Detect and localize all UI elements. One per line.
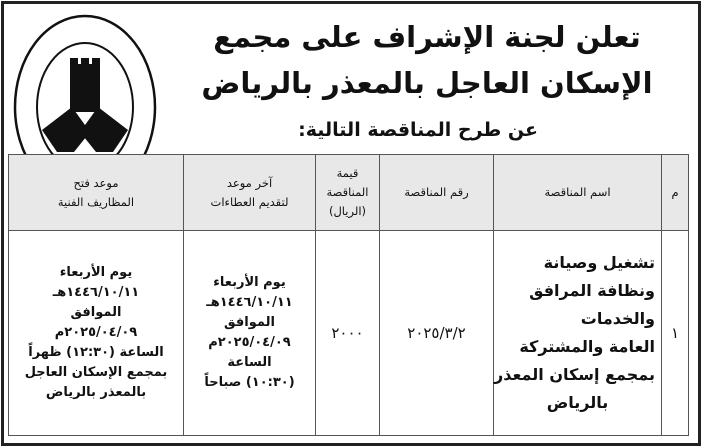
opening-line: ٢٠٢٥/٠٤/٠٩م	[54, 325, 138, 340]
name-line: العامة والمشتركة	[519, 337, 655, 356]
header-name: اسم المناقصة	[494, 155, 662, 231]
name-line: بمجمع إسكان المعذر	[494, 365, 655, 384]
opening-line: بالمعذر بالرياض	[45, 385, 147, 400]
cell-index: ١	[662, 231, 689, 436]
title-line-2: الإسكان العاجل بالمعذر بالرياض	[201, 66, 653, 100]
header-opening-line: موعد فتح	[73, 175, 119, 190]
table-row	[9, 231, 689, 436]
opening-line: يوم الأربعاء	[59, 265, 133, 280]
deadline-line: ١٤٤٦/١٠/١١هـ	[206, 295, 293, 310]
cell-name	[494, 231, 662, 436]
header-deadline-line: آخر موعد	[226, 175, 273, 190]
title-line-1: تعلن لجنة الإشراف على مجمع	[213, 20, 641, 54]
name-line: والخدمات	[580, 309, 655, 328]
deadline-line: ٢٠٢٥/٠٤/٠٩م	[208, 335, 291, 350]
header-deadline-line: لتقديم العطاءات	[210, 194, 289, 209]
header-value	[316, 155, 380, 231]
header-value-line: (الريال)	[328, 204, 367, 218]
tender-table	[8, 154, 689, 436]
header-opening	[9, 155, 184, 231]
deadline-line: يوم الأربعاء	[213, 275, 286, 290]
cell-value: ٢٠٠٠	[316, 231, 380, 436]
name-line: ونظافة المرافق	[529, 281, 655, 300]
header-opening-line: المظاريف الفنية	[57, 194, 135, 209]
cell-opening	[9, 231, 184, 436]
header-index: م	[662, 155, 689, 231]
cell-deadline	[184, 231, 316, 436]
header-deadline	[184, 155, 316, 231]
announcement-subtitle: عن طرح المناقصة التالية:	[298, 119, 538, 141]
announcement-title	[166, 14, 688, 106]
name-line: تشغيل وصيانة	[543, 253, 655, 272]
name-line: بالرياض	[546, 393, 609, 412]
header-value-line: قيمة	[336, 166, 359, 180]
deadline-line: الموافق	[224, 315, 275, 330]
opening-line: الساعة (١٢:٣٠) ظهراً	[28, 345, 164, 360]
header-value-line: المناقصة	[326, 185, 369, 199]
opening-line: ١٤٤٦/١٠/١١هـ	[52, 285, 140, 300]
opening-line: الموافق	[70, 305, 122, 320]
table-header-row	[9, 155, 689, 231]
deadline-line: (١٠:٣٠) صباحاً	[204, 375, 295, 390]
cell-number: ٢٠٢٥/٣/٢	[380, 231, 494, 436]
deadline-line: الساعة	[227, 355, 272, 370]
header-number: رقم المناقصة	[380, 155, 494, 231]
opening-line: بمجمع الإسكان العاجل	[24, 365, 168, 380]
